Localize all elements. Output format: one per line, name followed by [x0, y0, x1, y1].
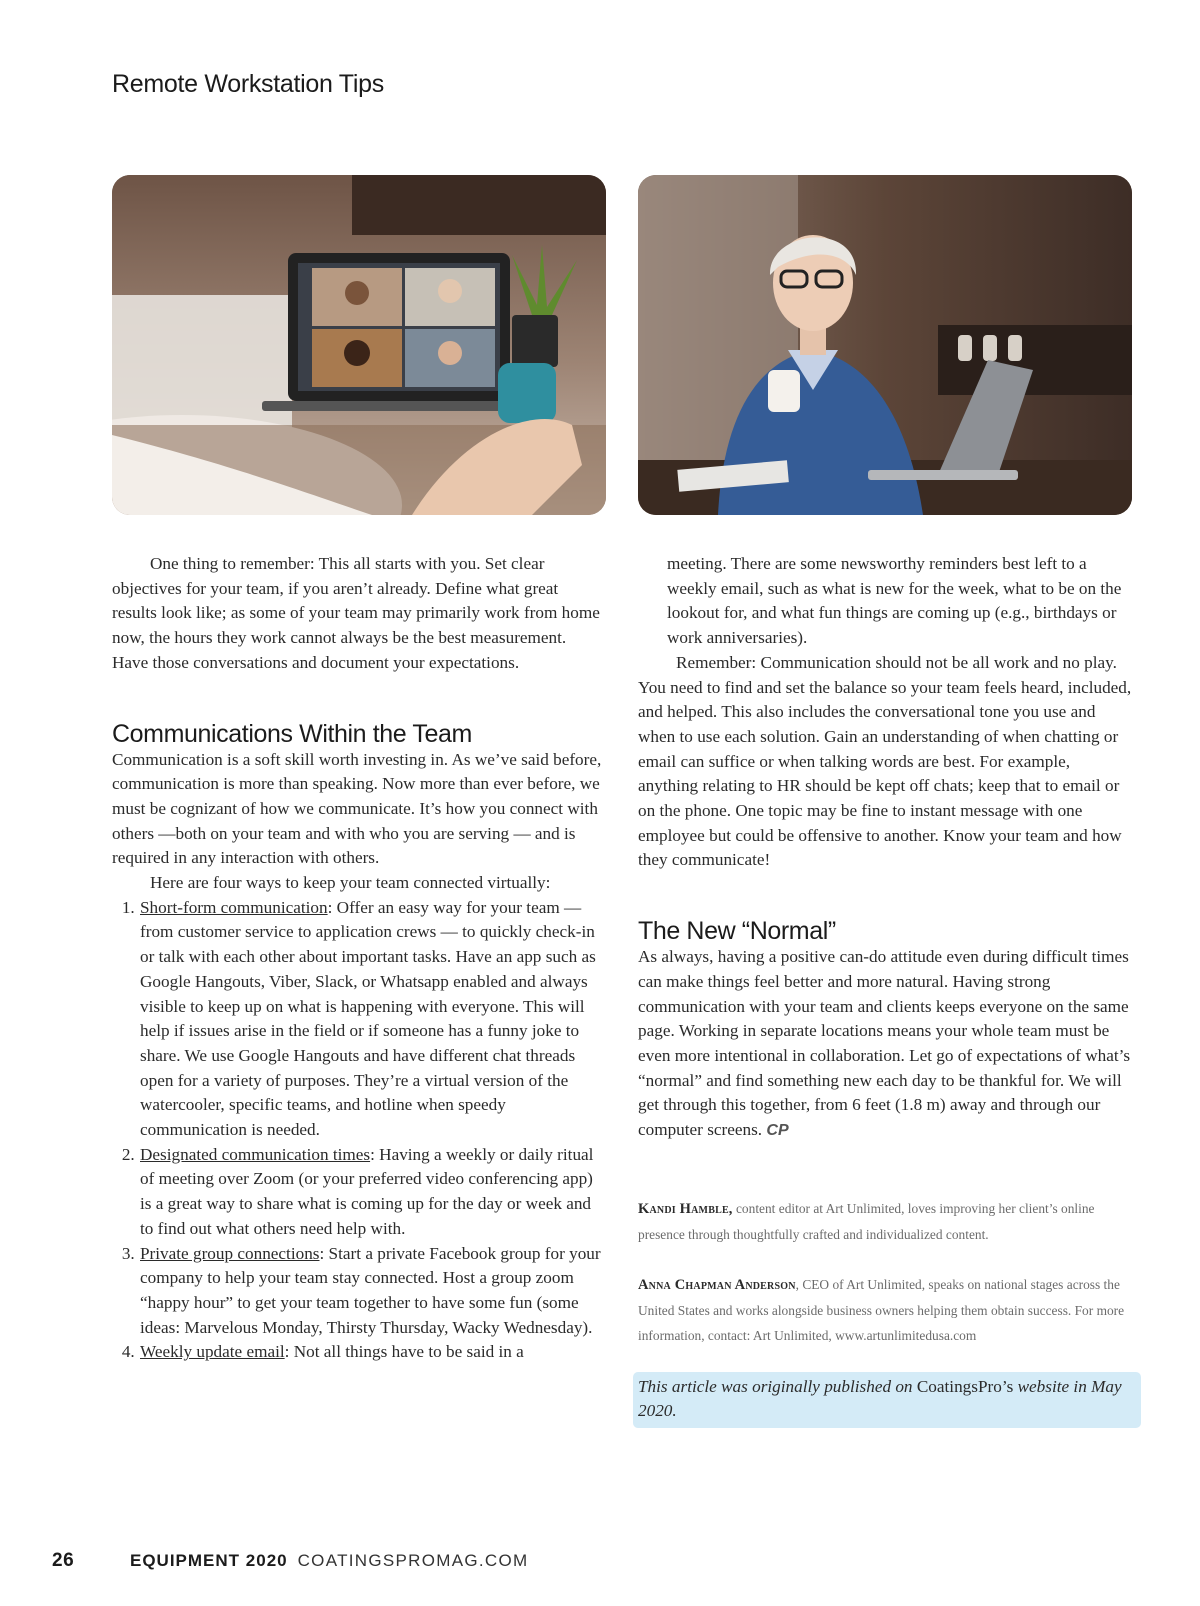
list-continuation: meeting. There are some newsworthy reminders best left to a weekly email, such as what is new for the week, what to be on the lookout for, and what fun things are coming up (e.g., birthdays or work anniversaries).	[667, 554, 1122, 648]
section-title: Remote Workstation Tips	[112, 70, 384, 98]
original-publication-note	[633, 1372, 1141, 1428]
four-ways-list	[112, 896, 606, 1365]
list-item-text: : Start a private Facebook group for your company to help your team stay connected. Host a group zoom “happy hour” to get your team together to have some fun (some ideas: Marvelous Monday, Thirsty Thursday, Wacky Wednesday).	[140, 1243, 601, 1337]
four-ways-intro: Here are four ways to keep your team connected virtually:	[150, 873, 551, 893]
list-item	[139, 1340, 606, 1365]
woman-at-laptop-illustration	[638, 175, 1132, 515]
author-bio-text: , CEO of Art Unlimited, speaks on national stages across the United States and works alongside business owners helping them obtain success. For more information, contact: Art Unlimited, www.artunlimitedusa.com	[638, 1276, 1125, 1343]
article-column-left	[112, 552, 606, 1365]
remember-paragraph: Remember: Communication should not be all work and no play. You need to find and set the balance so your team feels heard, included, and helped. This also includes the conversational tone you use and when to use each solution. Gain an understanding of when chatting or email can suffice or when talking words are best. For example, anything relating to HR should be kept off chats; keep that to email or on the phone. One topic may be fine to instant message with one employee but could be offensive to another. Know your team and how they communicate!	[638, 652, 1132, 870]
list-item-title: Private group connections	[140, 1243, 320, 1263]
end-mark: CP	[766, 1122, 789, 1140]
page-number: 26	[52, 1550, 75, 1571]
new-normal-text: As always, having a positive can-do attitude even during difficult times can make things feel better and more natural. Having strong communication with your team and clients keeps everyone on the same page. Working in separate locations means your whole team must be even more intentional in collaboration. Let go of expectations of what’s “normal” and find something new each day to be thankful for. We will get through this together, from 6 feet (1.8 m) away and through our computer screens.	[638, 947, 1131, 1140]
list-item-title: Short-form communication	[140, 897, 328, 917]
new-normal-heading: The New “Normal”	[638, 917, 836, 946]
publication-name: CoatingsPro’s	[916, 1376, 1014, 1396]
video-conference-photo	[112, 175, 606, 515]
new-normal-paragraph	[638, 945, 1132, 1144]
list-item	[139, 1242, 606, 1341]
note-suffix: website in May 2020.	[638, 1376, 1122, 1421]
list-item-text: : Having a weekly or daily ritual of meeting over Zoom (or your preferred video conferencing app) is a great way to share what is coming up for the day or week and to find out what others need help with.	[140, 1144, 594, 1238]
list-item-text: : Not all things have to be said in a	[284, 1342, 524, 1362]
author-name: Anna Chapman Anderson	[638, 1276, 796, 1293]
page-footer	[52, 1548, 528, 1574]
list-item	[139, 1143, 606, 1242]
list-item-title: Designated communication times	[140, 1144, 371, 1164]
communications-heading: Communications Within the Team	[112, 719, 472, 748]
author-bio	[638, 1272, 1132, 1348]
communications-paragraph: Communication is a soft skill worth investing in. As we’ve said before, communication is more than speaking. Now more than ever before, we must be cognizant of how we communicate. It’s how you connect with others —both on your team and with who you are serving — and is required in any interaction with others.	[112, 749, 602, 868]
list-item	[139, 896, 606, 1143]
list-item-text: : Offer an easy way for your team — from customer service to application crews — to quickly check-in or talk with each other about important tasks. Have an app such as Google Hangouts, Viber, Slack, or Whatsapp enabled and always visible to keep up on what is happening with everyone. This will help if issues arise in the field or if someone has a funny joke to share. We use Google Hangouts and have different chat threads open for a variety of purposes. They’re a virtual version of the watercooler, specific teams, and hotline when speedy communication is needed.	[140, 897, 596, 1140]
note-prefix: This article was originally published on	[638, 1376, 917, 1396]
author-name: Kandi Hamble,	[638, 1200, 733, 1217]
intro-paragraph: One thing to remember: This all starts with you. Set clear objectives for your team, if you aren’t already. Define what great results look like; as some of your team may primarily work from home now, the hours they work cannot always be the best measurement. Have those conversations and document your expectations.	[112, 554, 600, 672]
list-item-title: Weekly update email	[140, 1342, 285, 1362]
author-bio-text: content editor at Art Unlimited, loves improving her client’s online presence through thoughtfully crafted and individualized content.	[638, 1200, 1095, 1242]
author-bio	[638, 1196, 1132, 1247]
woman-at-laptop-photo	[638, 175, 1132, 515]
article-column-right	[638, 552, 1132, 1428]
site-url: COATINGSPROMAG.COM	[297, 1551, 529, 1570]
issue-label: EQUIPMENT 2020	[130, 1551, 288, 1570]
video-conference-illustration	[112, 175, 606, 515]
